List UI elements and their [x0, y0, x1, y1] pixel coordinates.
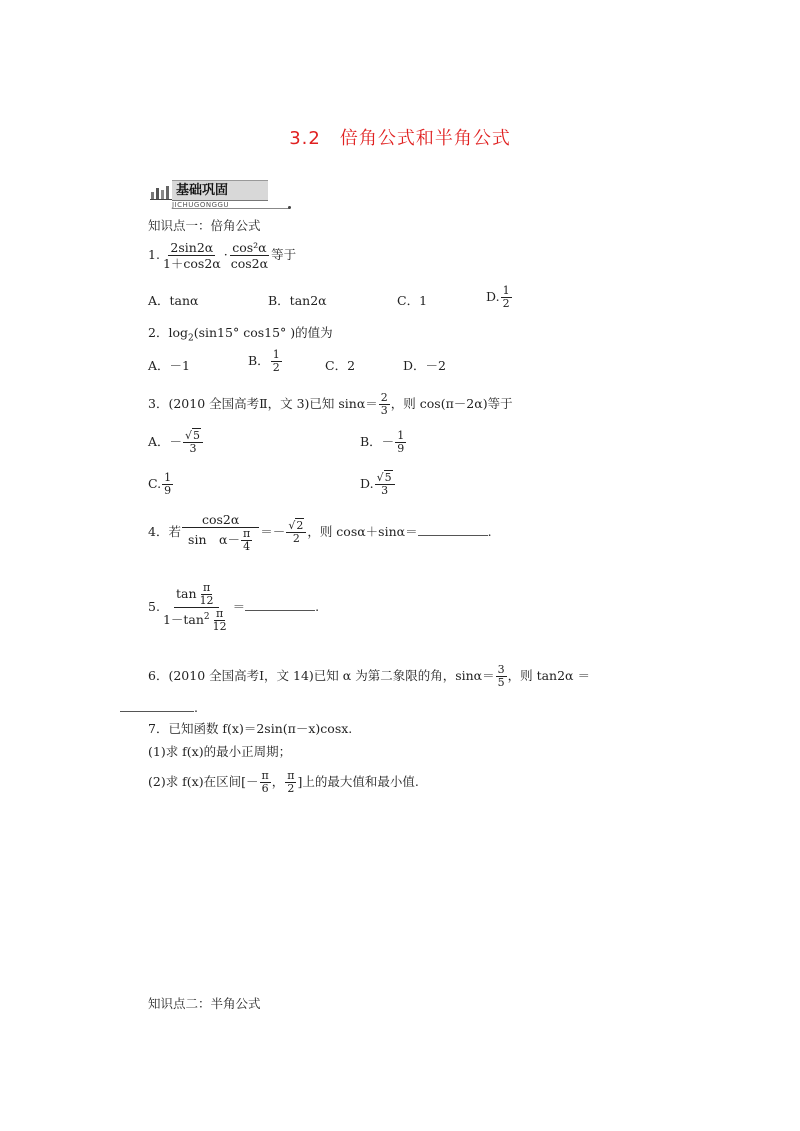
page-title: 3.2 倍角公式和半角公式	[289, 128, 511, 149]
question-6-answer-line: .	[120, 700, 198, 716]
answer-blank-5[interactable]	[245, 600, 315, 611]
q1-number: 1.	[148, 247, 160, 262]
question-3: 3．(2010 全国高考Ⅱ，文 3)已知 sinα＝ $\frac{2}{3}$ ，则 cos(π－2α)等于	[148, 391, 513, 417]
q1-option-a: A．tanα	[148, 293, 199, 308]
section-heading-2: 知识点二：半角公式	[148, 996, 261, 1011]
q1-option-b: B．tan2α	[268, 293, 327, 308]
question-7-part-2: (2)求 f(x)在区间[－ $\frac{\pi}{6}$ ， $\frac{\pi}{2}$ ]上的最大值和最小值.	[148, 769, 419, 795]
q3-option-c: C. $\frac{1}{9}$	[148, 471, 172, 497]
sqrt-icon: √5	[376, 471, 392, 484]
q2-option-d: D．－2	[403, 358, 446, 373]
question-1: 1. $\frac{2\sin 2\alpha}{1+\cos 2\alpha}$ · $\frac{\text{cos²α}}{\cos 2\alpha}$ 等于	[148, 240, 297, 271]
question-4: 4．若 cos2α sin α－ $\frac{\pi}{4}$ ＝－ $\frac{√2}{2}$ ，则 cosα＋sinα＝ .	[148, 512, 492, 553]
q2-option-a: A．－1	[148, 358, 190, 373]
q3-option-a: A．－ $\frac{√5}{3}$	[148, 430, 204, 455]
q1-fraction-2: $\frac{\text{cos²α}}{\cos 2\alpha}$	[230, 240, 269, 271]
q2-option-b: B． $\frac{1}{2}$	[248, 348, 280, 374]
q3-option-b: B．－ $\frac{1}{9}$	[360, 429, 405, 455]
answer-blank-4[interactable]	[418, 525, 488, 536]
q2-option-c: C．2	[325, 358, 356, 373]
answer-blank-6[interactable]	[120, 701, 194, 712]
sqrt-icon: √2	[288, 519, 304, 532]
q1-option-c: C．1	[397, 293, 428, 308]
banner-rule	[172, 208, 290, 209]
banner-label: 基础巩固	[172, 180, 268, 201]
banner-decoration-icon	[150, 184, 172, 200]
section-banner	[150, 178, 290, 210]
sqrt-icon: √5	[185, 429, 201, 442]
banner-sublabel: JICHUGONGGU	[172, 201, 230, 209]
question-2: 2．$\log_2(\sin 15^\circ$ cos15° )的值为	[148, 325, 333, 344]
q1-option-d: D. $\frac{1}{2}$	[486, 284, 510, 310]
question-5: 5. tan $\frac{\pi}{12}$ $1-\tan^2$ $\frac{\pi}{12}$ ＝ .	[148, 581, 320, 633]
section-heading-1: 知识点一：倍角公式	[148, 218, 261, 233]
question-7-part-1: (1)求 f(x)的最小正周期；	[148, 744, 292, 759]
banner-dot	[288, 206, 291, 209]
q3-option-d: D. $\frac{√5}{3}$	[360, 472, 396, 497]
q1-fraction-1: $\frac{2\sin 2\alpha}{1+\cos 2\alpha}$	[162, 240, 221, 271]
q1-tail: 等于	[271, 247, 297, 262]
question-6: 6．(2010 全国高考Ⅰ，文 14)已知 α 为第二象限的角，sinα＝ $\frac{3}{5}$ ，则 tan2α ＝	[148, 663, 590, 689]
question-7: 7．已知函数 f(x)＝2sin(π－x)cosx.	[148, 721, 353, 736]
